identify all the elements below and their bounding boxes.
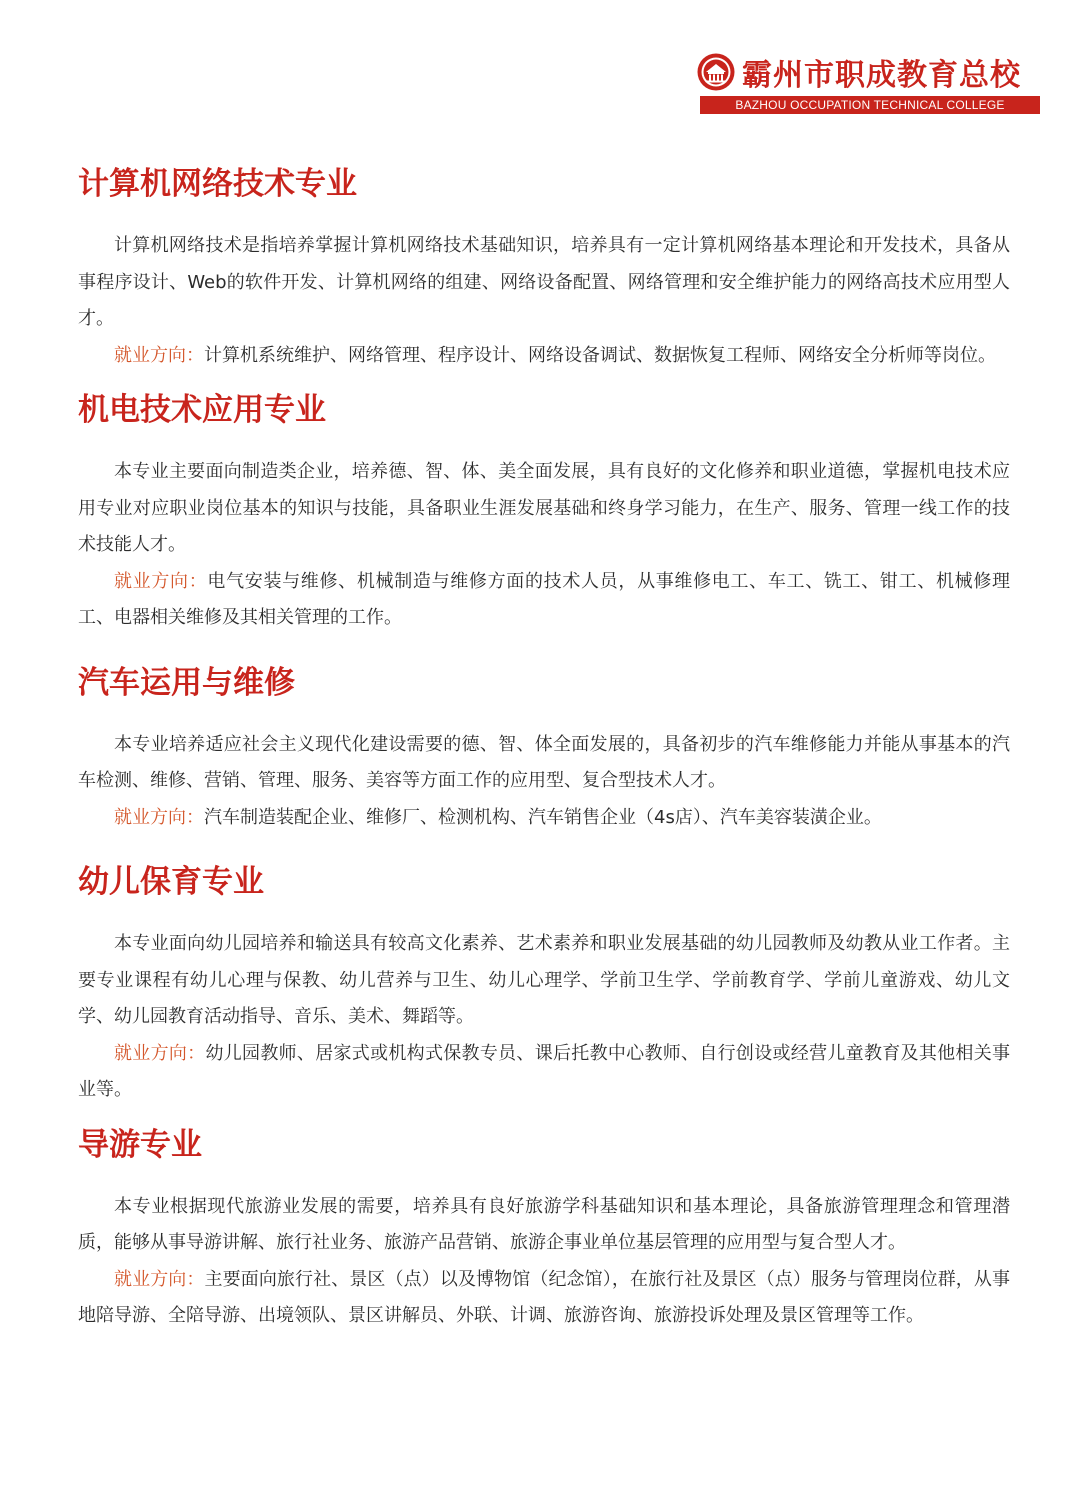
career-label: 就业方向： — [114, 806, 204, 828]
section-career — [78, 800, 1010, 837]
major-section-childcare — [78, 860, 1010, 1109]
section-career — [78, 564, 1010, 637]
career-text: 汽车制造装配企业、维修厂、检测机构、汽车销售企业（4s店）、汽车美容装潢企业。 — [204, 806, 882, 828]
section-title: 汽车运用与维修 — [78, 664, 295, 701]
career-label: 就业方向： — [114, 570, 208, 592]
major-section-tour-guide — [78, 1123, 1010, 1335]
section-title: 导游专业 — [78, 1126, 202, 1163]
section-description: 本专业根据现代旅游业发展的需要，培养具有良好旅游学科基础知识和基本理论，具备旅游管理理念和管理潜质，能够从事导游讲解、旅行社业务、旅游产品营销、旅游企事业单位基层管理的应用型与复合型人才。 — [78, 1195, 1010, 1253]
major-section-automotive — [78, 661, 1010, 837]
logo-row — [696, 50, 1040, 94]
career-label: 就业方向： — [114, 1268, 205, 1290]
section-description: 计算机网络技术是指培养掌握计算机网络技术基础知识，培养具有一定计算机网络基本理论和开发技术，具备从事程序设计、Web的软件开发、计算机网络的组建、网络设备配置、网络管理和安全维护能力的网络高技术应用型人才。 — [78, 235, 1010, 329]
section-description: 本专业面向幼儿园培养和输送具有较高文化素养、艺术素养和职业发展基础的幼儿园教师及幼教从业工作者。主要专业课程有幼儿心理与保教、幼儿营养与卫生、幼儿心理学、学前卫生学、学前教育学、学前儿童游戏、幼儿文学、幼儿园教育活动指导、音乐、美术、舞蹈等。 — [78, 933, 1010, 1027]
section-description: 本专业培养适应社会主义现代化建设需要的德、智、体全面发展的，具备初步的汽车维修能力并能从事基本的汽车检测、维修、营销、管理、服务、美容等方面工作的应用型、复合型技术人才。 — [78, 733, 1010, 791]
majors-content — [78, 162, 1010, 1335]
major-section-computer-network — [78, 162, 1010, 374]
school-logo — [696, 50, 1040, 114]
section-career — [78, 338, 1010, 375]
career-text: 电气安装与维修、机械制造与维修方面的技术人员，从事维修电工、车工、铣工、钳工、机械修理工、电器相关维修及其相关管理的工作。 — [78, 570, 1010, 628]
section-title: 机电技术应用专业 — [78, 392, 326, 428]
career-label: 就业方向： — [114, 1042, 206, 1064]
school-name: 霸州市职成教育总校 — [742, 58, 1021, 93]
major-section-mechatronics — [78, 388, 1010, 637]
section-career — [78, 1262, 1010, 1335]
career-text: 主要面向旅行社、景区（点）以及博物馆（纪念馆），在旅行社及景区（点）服务与管理岗位群，从事地陪导游、全陪导游、出境领队、景区讲解员、外联、计调、旅游咨询、旅游投诉处理及景区管理等工作。 — [78, 1268, 1011, 1326]
school-name-english: BAZHOU OCCUPATION TECHNICAL COLLEGE — [700, 96, 1040, 114]
school-emblem-icon — [696, 52, 736, 92]
section-title: 幼儿保育专业 — [78, 864, 264, 900]
section-title: 计算机网络技术专业 — [78, 166, 357, 202]
career-text: 计算机系统维护、网络管理、程序设计、网络设备调试、数据恢复工程师、网络安全分析师等岗位。 — [204, 344, 996, 366]
section-career — [78, 1036, 1010, 1109]
section-description: 本专业主要面向制造类企业，培养德、智、体、美全面发展，具有良好的文化修养和职业道德，掌握机电技术应用专业对应职业岗位基本的知识与技能，具备职业生涯发展基础和终身学习能力，在生产、服务、管理一线工作的技术技能人才。 — [78, 461, 1010, 555]
career-label: 就业方向： — [114, 344, 204, 366]
career-text: 幼儿园教师、居家式或机构式保教专员、课后托教中心教师、自行创设或经营儿童教育及其他相关事业等。 — [78, 1042, 1011, 1100]
